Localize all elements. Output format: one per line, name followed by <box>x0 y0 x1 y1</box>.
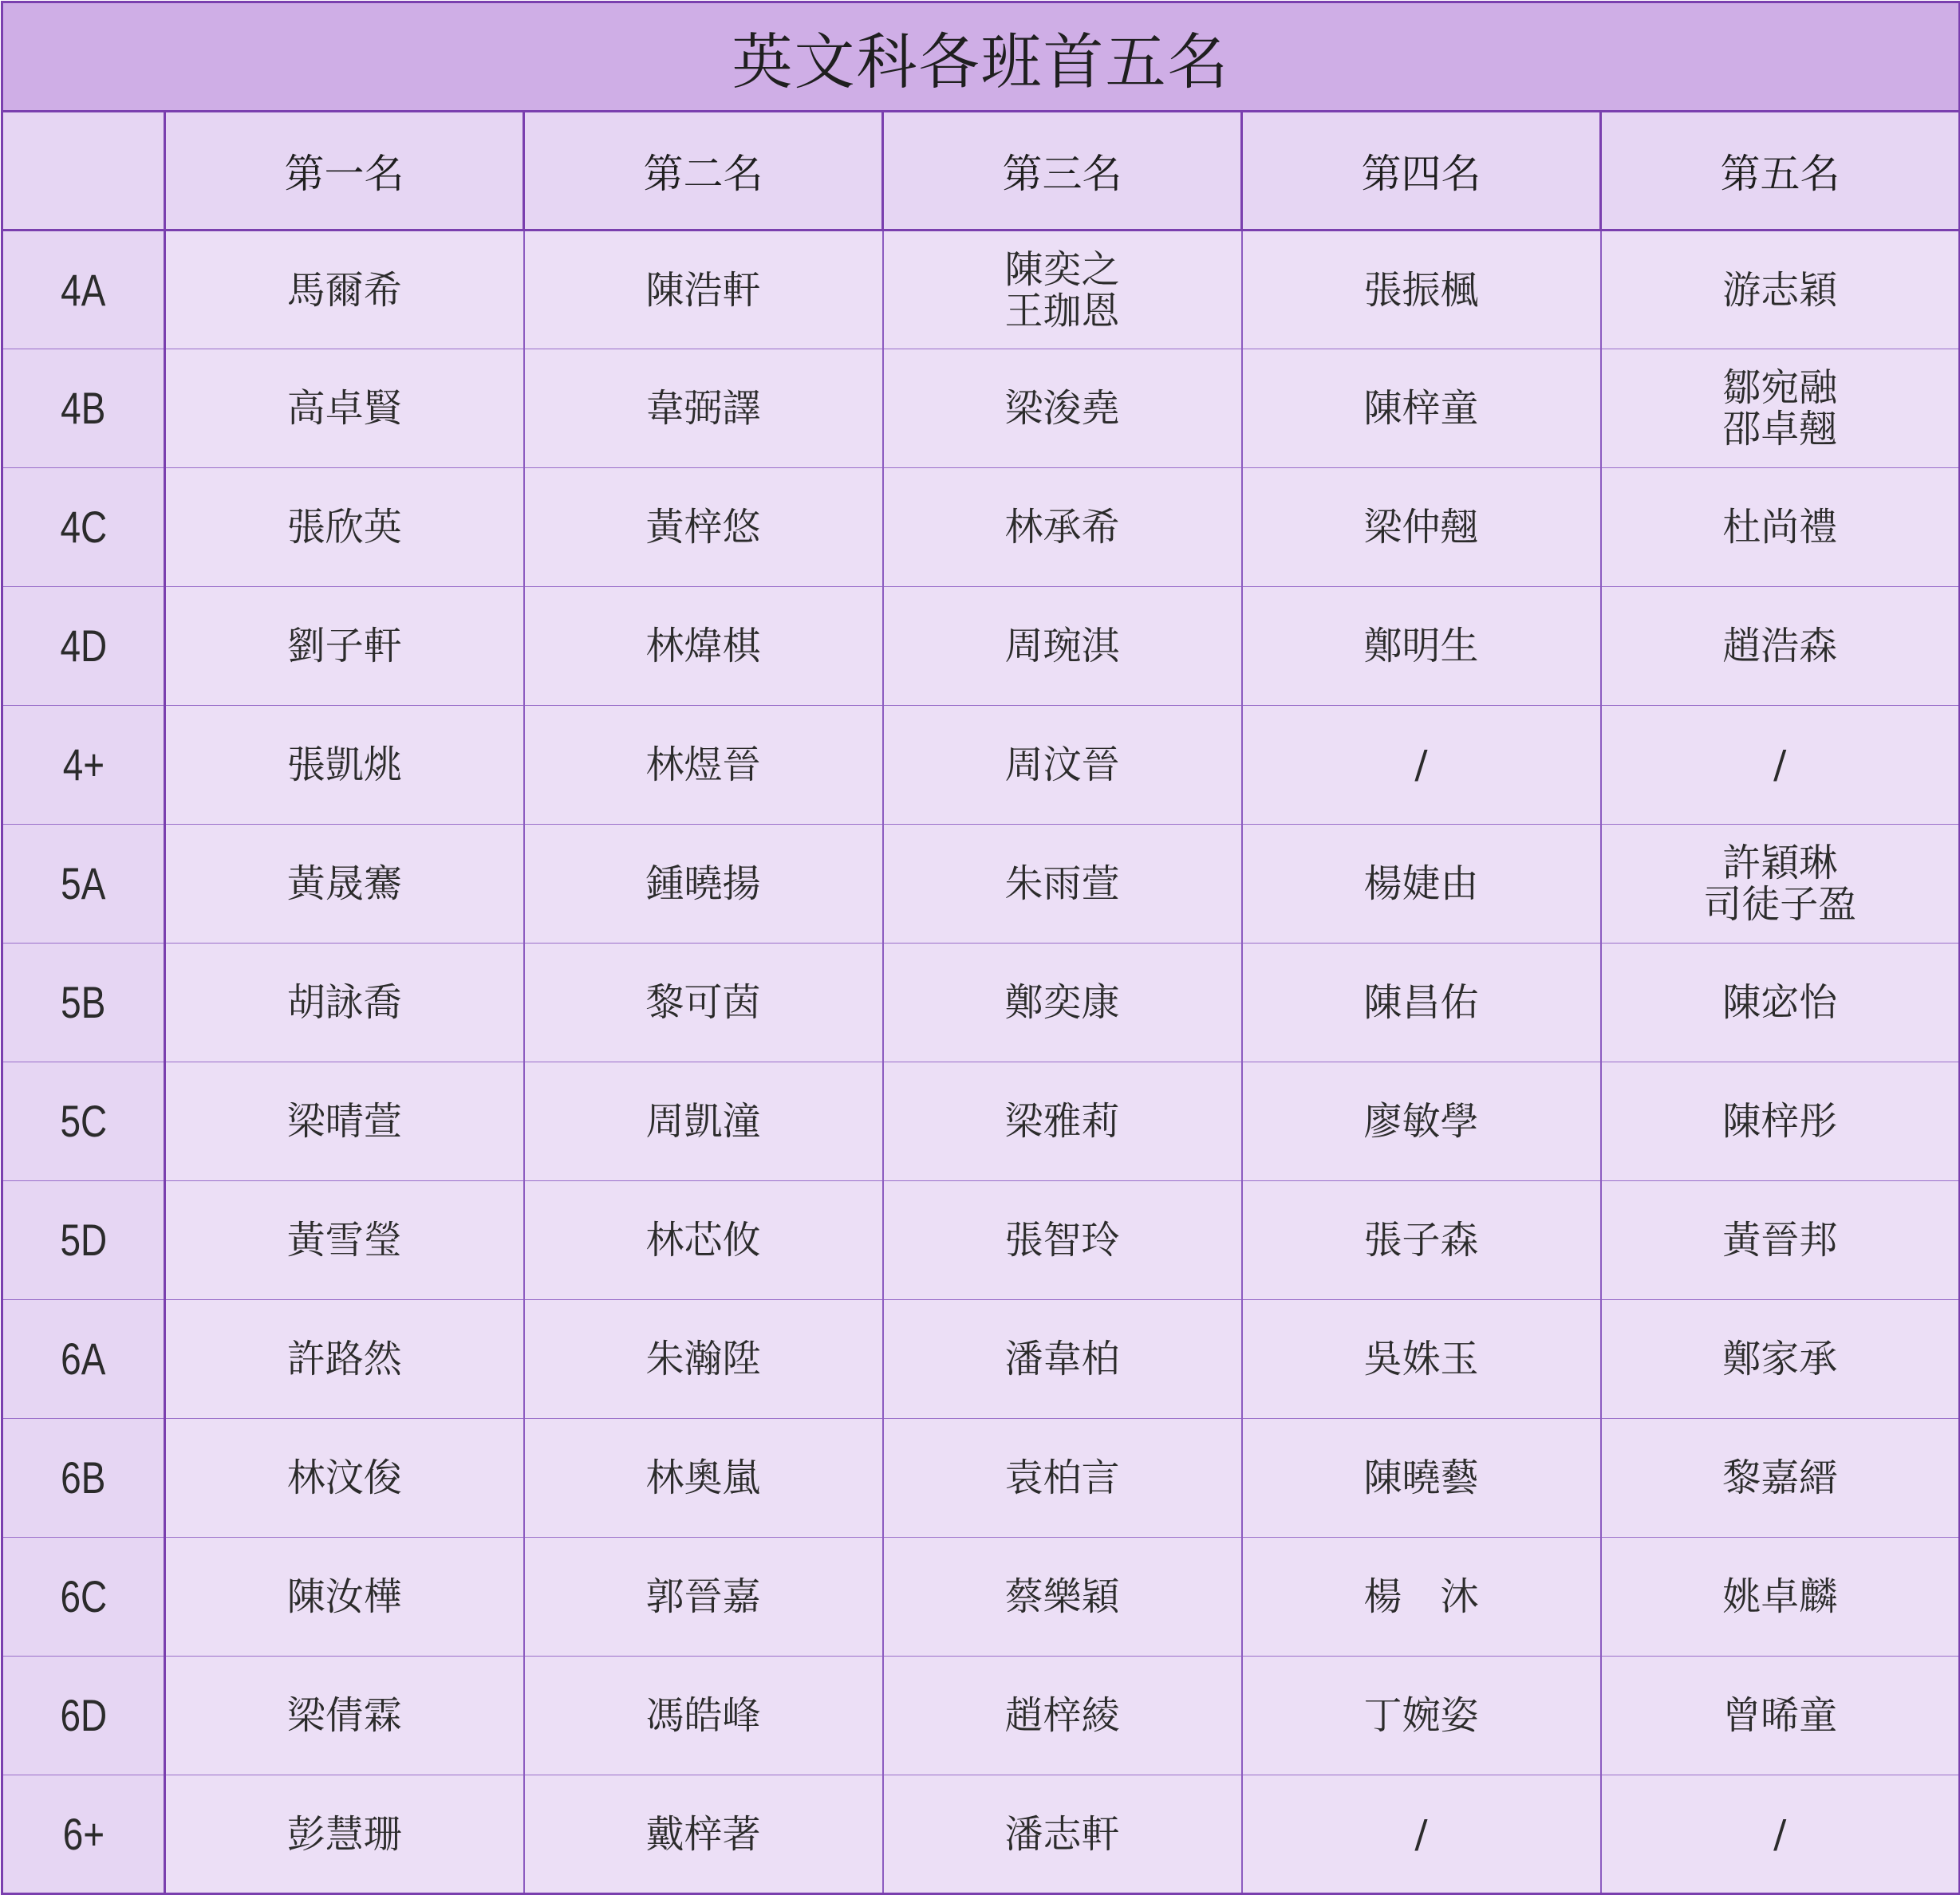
class-label-cell <box>2 230 165 349</box>
student-name: 司徒子盈 <box>1703 882 1857 927</box>
rank-5-cell <box>1601 587 1960 706</box>
student-name: 黃晉邦 <box>1722 1218 1838 1263</box>
student-name: 許穎琳 <box>1722 841 1838 885</box>
student-name: / <box>1414 1811 1428 1857</box>
student-name: 鍾曉揚 <box>645 861 761 906</box>
class-label: 4D <box>60 621 107 671</box>
rank-4-cell <box>1242 1775 1601 1894</box>
rank-1-cell <box>165 1419 524 1538</box>
rank-3-cell <box>883 349 1242 468</box>
rank-2-cell <box>524 1419 883 1538</box>
student-name: 黃晟騫 <box>286 861 402 906</box>
student-name: 陳汝樺 <box>286 1574 402 1619</box>
student-name: 林芯攸 <box>645 1218 761 1263</box>
rank-4-cell <box>1242 825 1601 944</box>
header-rank-4: 第四名 <box>1242 112 1601 230</box>
student-name: / <box>1773 743 1787 787</box>
student-name: 周凱潼 <box>645 1099 761 1144</box>
table-row <box>2 1181 1960 1300</box>
rank-4-cell <box>1242 230 1601 349</box>
class-label-cell <box>2 944 165 1062</box>
student-name: 王珈恩 <box>1004 288 1120 333</box>
rank-1-cell <box>165 825 524 944</box>
student-name: 楊 沐 <box>1363 1574 1479 1619</box>
rank-3-cell <box>883 706 1242 825</box>
rank-2-cell <box>524 1062 883 1181</box>
rank-3-cell <box>883 1062 1242 1181</box>
class-label: 6B <box>61 1452 106 1503</box>
student-name: 周汶晉 <box>1004 743 1120 787</box>
header-corner-cell <box>2 112 165 230</box>
rank-2-cell <box>524 230 883 349</box>
table-row <box>2 349 1960 468</box>
class-label-cell <box>2 468 165 587</box>
rank-4-cell <box>1242 468 1601 587</box>
rank-2-cell <box>524 468 883 587</box>
student-name: 潘志軒 <box>1004 1811 1120 1857</box>
rank-4-cell <box>1242 1538 1601 1657</box>
class-label: 6A <box>61 1334 106 1384</box>
class-label: 5A <box>61 858 106 908</box>
rank-4-cell <box>1242 944 1601 1062</box>
class-label: 4A <box>61 264 106 315</box>
table-row <box>2 1062 1960 1181</box>
rank-3-cell <box>883 1775 1242 1894</box>
rank-4-cell <box>1242 349 1601 468</box>
class-label-cell <box>2 587 165 706</box>
student-name: 朱雨萱 <box>1004 861 1120 906</box>
class-label-cell <box>2 1775 165 1894</box>
student-name: 陳昌佑 <box>1363 980 1479 1025</box>
table-body <box>2 230 1960 1894</box>
class-label-cell <box>2 706 165 825</box>
rank-1-cell <box>165 468 524 587</box>
student-name: 戴梓著 <box>645 1811 761 1857</box>
student-name: 陳梓童 <box>1363 386 1479 431</box>
student-name: 杜尚禮 <box>1722 505 1838 550</box>
student-name: 黎可茵 <box>645 980 761 1025</box>
class-label: 4B <box>61 383 106 433</box>
table-row <box>2 587 1960 706</box>
student-name: 張智玲 <box>1004 1218 1120 1263</box>
student-name: 林奧嵐 <box>645 1456 761 1500</box>
student-name: 林煜晉 <box>645 743 761 787</box>
student-name: 黎嘉縉 <box>1722 1456 1838 1500</box>
student-name: 韋弼譯 <box>645 386 761 431</box>
student-name: 馮皓峰 <box>645 1693 761 1738</box>
student-name: 曾晞童 <box>1722 1693 1838 1738</box>
student-name: 鄭明生 <box>1363 624 1479 668</box>
table-row <box>2 1300 1960 1419</box>
rank-5-cell <box>1601 230 1960 349</box>
student-name: 張欣英 <box>286 505 402 550</box>
table-row <box>2 230 1960 349</box>
student-name: 姚卓麟 <box>1722 1574 1838 1619</box>
rank-3-cell <box>883 1419 1242 1538</box>
class-label: 6C <box>60 1571 107 1621</box>
title-row <box>2 2 1960 112</box>
class-label-cell <box>2 1538 165 1657</box>
table-row <box>2 1775 1960 1894</box>
student-name: 許路然 <box>286 1337 402 1381</box>
student-name: 彭慧珊 <box>286 1811 402 1857</box>
rank-2-cell <box>524 587 883 706</box>
student-name: 陳奕之 <box>1004 246 1120 292</box>
student-name: 梁浚堯 <box>1004 386 1120 431</box>
header-rank-3: 第三名 <box>883 112 1242 230</box>
rank-5-cell <box>1601 349 1960 468</box>
student-name: 梁晴萱 <box>286 1099 402 1144</box>
rank-1-cell <box>165 349 524 468</box>
student-name: 陳梓彤 <box>1722 1099 1838 1144</box>
rank-4-cell <box>1242 1062 1601 1181</box>
class-label: 4C <box>60 502 107 552</box>
student-name: 楊婕由 <box>1363 861 1479 906</box>
class-label-cell <box>2 349 165 468</box>
rank-3-cell <box>883 468 1242 587</box>
student-name: 馬爾希 <box>286 267 402 313</box>
rank-3-cell <box>883 825 1242 944</box>
rank-5-cell <box>1601 1538 1960 1657</box>
rank-1-cell <box>165 1657 524 1775</box>
student-name: 梁倩霖 <box>286 1693 402 1738</box>
class-label-cell <box>2 1181 165 1300</box>
student-name: 游志穎 <box>1722 267 1838 313</box>
student-name: 周琬淇 <box>1004 624 1120 668</box>
class-label: 5D <box>60 1215 107 1265</box>
student-name: 潘韋柏 <box>1004 1337 1120 1381</box>
rank-1-cell <box>165 1062 524 1181</box>
student-name: 郭晉嘉 <box>645 1574 761 1619</box>
rank-2-cell <box>524 1181 883 1300</box>
student-name: 鄭家承 <box>1722 1337 1838 1381</box>
student-name: 陳浩軒 <box>645 267 761 313</box>
table-row <box>2 468 1960 587</box>
rank-4-cell <box>1242 1657 1601 1775</box>
rank-1-cell <box>165 944 524 1062</box>
student-name: 劉子軒 <box>286 624 402 668</box>
rank-1-cell <box>165 1181 524 1300</box>
class-label: 6+ <box>62 1808 105 1859</box>
rank-1-cell <box>165 1300 524 1419</box>
student-name: 邵卓翹 <box>1722 407 1838 451</box>
header-rank-2: 第二名 <box>524 112 883 230</box>
student-name: 梁雅莉 <box>1004 1099 1120 1144</box>
rank-2-cell <box>524 1775 883 1894</box>
header-row <box>2 112 1960 230</box>
student-name: 鄒宛融 <box>1722 365 1838 410</box>
table-row <box>2 1419 1960 1538</box>
rank-2-cell <box>524 1300 883 1419</box>
student-name: 蔡樂穎 <box>1004 1574 1120 1619</box>
class-label: 5B <box>61 977 106 1027</box>
table-row <box>2 825 1960 944</box>
student-name: 陳宓怡 <box>1722 980 1838 1025</box>
rank-5-cell <box>1601 706 1960 825</box>
student-name: 廖敏學 <box>1363 1099 1479 1144</box>
rank-5-cell <box>1601 1300 1960 1419</box>
rank-1-cell <box>165 1775 524 1894</box>
rank-1-cell <box>165 706 524 825</box>
student-name: 丁婉姿 <box>1363 1693 1479 1738</box>
student-name: 林承希 <box>1004 505 1120 550</box>
header-rank-1: 第一名 <box>165 112 524 230</box>
rank-4-cell <box>1242 1181 1601 1300</box>
class-label-cell <box>2 1419 165 1538</box>
student-name: 袁柏言 <box>1004 1456 1120 1500</box>
class-label: 5C <box>60 1096 107 1146</box>
student-name: 張凱烑 <box>286 743 402 787</box>
student-name: 黃雪瑩 <box>286 1218 402 1263</box>
class-label-cell <box>2 1300 165 1419</box>
student-name: 胡詠喬 <box>286 980 402 1025</box>
rank-5-cell <box>1601 825 1960 944</box>
rank-3-cell <box>883 1300 1242 1419</box>
class-label-cell <box>2 825 165 944</box>
header-rank-5: 第五名 <box>1601 112 1960 230</box>
rank-1-cell <box>165 230 524 349</box>
rank-5-cell <box>1601 1657 1960 1775</box>
student-name: / <box>1773 1811 1787 1857</box>
student-name: 趙梓綾 <box>1004 1693 1120 1738</box>
page-title: 英文科各班首五名 <box>2 2 1960 112</box>
rank-3-cell <box>883 230 1242 349</box>
rank-5-cell <box>1601 468 1960 587</box>
rank-4-cell <box>1242 1419 1601 1538</box>
rank-5-cell <box>1601 1062 1960 1181</box>
student-name: 林煒棋 <box>645 624 761 668</box>
rank-1-cell <box>165 587 524 706</box>
rank-5-cell <box>1601 1775 1960 1894</box>
rank-2-cell <box>524 1538 883 1657</box>
class-label: 4+ <box>62 739 105 790</box>
rank-3-cell <box>883 1538 1242 1657</box>
rank-2-cell <box>524 944 883 1062</box>
rank-3-cell <box>883 1181 1242 1300</box>
table-row <box>2 1538 1960 1657</box>
rank-5-cell <box>1601 1419 1960 1538</box>
student-name: 朱瀚陞 <box>645 1337 761 1381</box>
rank-2-cell <box>524 1657 883 1775</box>
student-name: 高卓賢 <box>286 386 402 431</box>
table-row <box>2 944 1960 1062</box>
rank-3-cell <box>883 944 1242 1062</box>
student-name: 黃梓悠 <box>645 505 761 550</box>
ranking-table <box>1 1 1960 1895</box>
rank-5-cell <box>1601 1181 1960 1300</box>
rank-4-cell <box>1242 1300 1601 1419</box>
student-name: 吳姝玉 <box>1363 1337 1479 1381</box>
rank-1-cell <box>165 1538 524 1657</box>
rank-3-cell <box>883 1657 1242 1775</box>
rank-3-cell <box>883 587 1242 706</box>
rank-2-cell <box>524 825 883 944</box>
student-name: 鄭奕康 <box>1004 980 1120 1025</box>
student-name: 趙浩森 <box>1722 624 1838 668</box>
rank-2-cell <box>524 349 883 468</box>
student-name: 梁仲翹 <box>1363 505 1479 550</box>
rank-4-cell <box>1242 587 1601 706</box>
student-name: 張振楓 <box>1363 267 1479 313</box>
student-name: 陳曉藝 <box>1363 1456 1479 1500</box>
rank-2-cell <box>524 706 883 825</box>
rank-5-cell <box>1601 944 1960 1062</box>
rank-4-cell <box>1242 706 1601 825</box>
class-label: 6D <box>60 1690 107 1740</box>
student-name: 張子森 <box>1363 1218 1479 1263</box>
class-label-cell <box>2 1062 165 1181</box>
table-row <box>2 706 1960 825</box>
class-label-cell <box>2 1657 165 1775</box>
table-row <box>2 1657 1960 1775</box>
student-name: / <box>1414 743 1428 787</box>
student-name: 林汶俊 <box>286 1456 402 1500</box>
